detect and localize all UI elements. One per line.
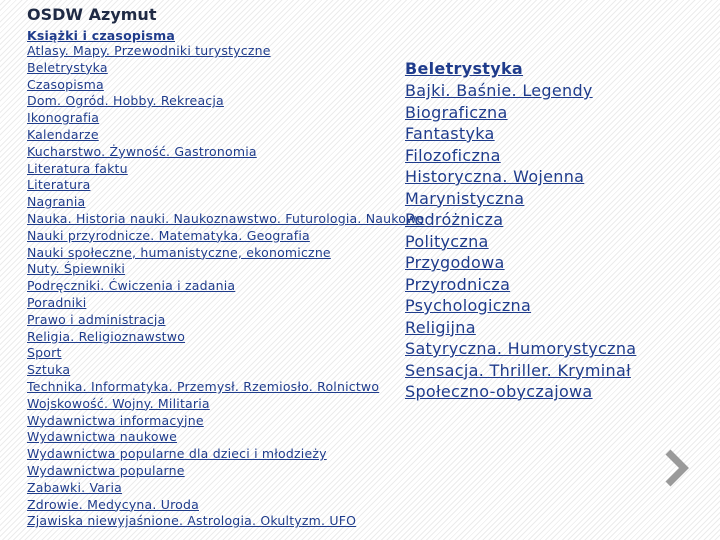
category-link[interactable]: Nauki społeczne, humanistyczne, ekonomiczne bbox=[27, 244, 331, 260]
category-link[interactable]: Ikonografia bbox=[27, 110, 100, 126]
category-link[interactable]: Prawo i administracja bbox=[27, 311, 166, 327]
category-link[interactable]: Sztuka bbox=[27, 362, 71, 378]
subcategory-heading-link[interactable]: Beletrystyka bbox=[405, 59, 523, 78]
category-link[interactable]: Nauka. Historia nauki. Naukoznawstwo. Futurologia. Naukowe bbox=[27, 210, 425, 226]
subcategory-link[interactable]: Fantastyka bbox=[405, 124, 495, 143]
category-link[interactable]: Religia. Religioznawstwo bbox=[27, 328, 186, 344]
category-link[interactable]: Podręczniki. Ćwiczenia i zadania bbox=[27, 278, 236, 294]
category-link[interactable]: Kucharstwo. Żywność. Gastronomia bbox=[27, 143, 257, 159]
subcategory-link[interactable]: Biograficzna bbox=[405, 102, 508, 122]
chevron-right-icon[interactable] bbox=[660, 448, 692, 488]
category-link[interactable]: Atlasy. Mapy. Przewodniki turystyczne bbox=[27, 43, 271, 58]
category-link[interactable]: Zabawki. Varia bbox=[27, 479, 123, 495]
category-link[interactable]: Dom. Ogród. Hobby. Rekreacja bbox=[27, 93, 224, 109]
subcategory-link[interactable]: Historyczna. Wojenna bbox=[405, 167, 585, 186]
category-link[interactable]: Poradniki bbox=[27, 294, 87, 310]
category-link[interactable]: Literatura faktu bbox=[27, 160, 128, 176]
category-link[interactable]: Nauki przyrodnicze. Matematyka. Geografia bbox=[27, 227, 310, 243]
subcategory-panel bbox=[405, 58, 636, 403]
subcategory-link[interactable]: Religijna bbox=[405, 317, 476, 337]
category-link[interactable]: Sport bbox=[27, 345, 62, 361]
category-link[interactable]: Zdrowie. Medycyna. Uroda bbox=[27, 496, 200, 512]
category-link[interactable]: Nuty. Śpiewniki bbox=[27, 261, 126, 277]
subcategory-list bbox=[405, 80, 636, 403]
subcategory-link[interactable]: Filozoficzna bbox=[405, 145, 501, 165]
subcategory-link[interactable]: Marynistyczna bbox=[405, 188, 525, 208]
category-link[interactable]: Wojskowość. Wojny. Militaria bbox=[27, 395, 210, 411]
category-link[interactable]: Kalendarze bbox=[27, 126, 99, 142]
subcategory-link[interactable]: Sensacja. Thriller. Kryminał bbox=[405, 360, 631, 380]
category-list bbox=[27, 43, 424, 530]
subcategory-link[interactable]: Polityczna bbox=[405, 231, 489, 251]
category-link[interactable]: Zjawiska niewyjaśnione. Astrologia. Okultyzm. UFO bbox=[27, 513, 357, 529]
subcategory-link[interactable]: Przyrodnicza bbox=[405, 274, 511, 294]
category-link[interactable]: Beletrystyka bbox=[27, 59, 108, 75]
subcategory-link[interactable]: Podróżnicza bbox=[405, 210, 504, 229]
category-link[interactable]: Nagrania bbox=[27, 194, 86, 210]
subcategory-link[interactable]: Przygodowa bbox=[405, 253, 505, 272]
category-link[interactable]: Czasopisma bbox=[27, 76, 104, 92]
category-link[interactable]: Wydawnictwa informacyjne bbox=[27, 412, 204, 428]
category-link[interactable]: Technika. Informatyka. Przemysł. Rzemiosło. Rolnictwo bbox=[27, 378, 380, 394]
category-heading-link[interactable]: Książki i czasopisma bbox=[27, 28, 175, 43]
subcategory-link[interactable]: Społeczno-obyczajowa bbox=[405, 382, 593, 401]
category-link[interactable]: Wydawnictwa naukowe bbox=[27, 429, 178, 445]
app-title: OSDW Azymut bbox=[27, 5, 157, 24]
subcategory-link[interactable]: Bajki. Baśnie. Legendy bbox=[405, 81, 593, 100]
category-link[interactable]: Wydawnictwa popularne bbox=[27, 462, 185, 478]
category-link[interactable]: Literatura bbox=[27, 177, 91, 193]
subcategory-link[interactable]: Psychologiczna bbox=[405, 296, 532, 315]
category-link[interactable]: Wydawnictwa popularne dla dzieci i młodzieży bbox=[27, 446, 327, 462]
subcategory-link[interactable]: Satyryczna. Humorystyczna bbox=[405, 339, 637, 358]
